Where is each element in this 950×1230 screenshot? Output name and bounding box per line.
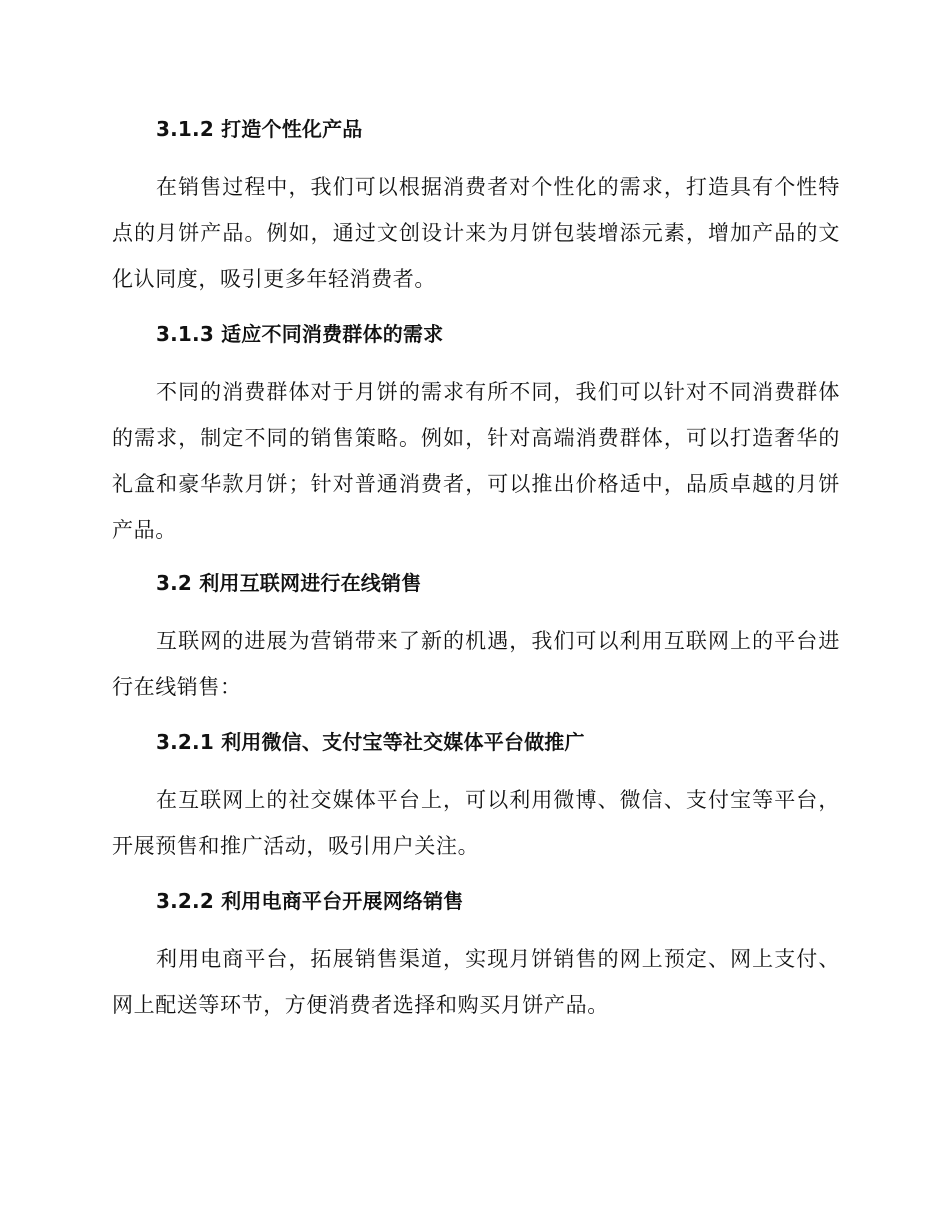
section-heading-3-2-2: 3.2.2 利用电商平台开展网络销售	[156, 889, 464, 913]
section-paragraph-3-1-2: 在销售过程中，我们可以根据消费者对个性化的需求，打造具有个性特点的月饼产品。例如，通过文创设计来为月饼包装增添元素，增加产品的文化认同度，吸引更多年轻消费者。	[112, 175, 840, 291]
section-paragraph-3-2-1: 在互联网上的社交媒体平台上，可以利用微博、微信、支付宝等平台，开展预售和推广活动，吸引用户关注。	[112, 788, 840, 858]
section-heading-3-2-1: 3.2.1 利用微信、支付宝等社交媒体平台做推广	[156, 730, 585, 754]
section-heading-3-1-2: 3.1.2 打造个性化产品	[156, 117, 363, 141]
section-heading-3-1-3: 3.1.3 适应不同消费群体的需求	[156, 322, 444, 346]
section-paragraph-3-2: 互联网的进展为营销带来了新的机遇，我们可以利用互联网上的平台进行在线销售：	[112, 629, 840, 699]
section-paragraph-3-1-3: 不同的消费群体对于月饼的需求有所不同，我们可以针对不同消费群体的需求，制定不同的销售策略。例如，针对高端消费群体，可以打造奢华的礼盒和豪华款月饼；针对普通消费者，可以推出价格适中，品质卓越的月饼产品。	[112, 380, 840, 542]
section-heading-3-2: 3.2 利用互联网进行在线销售	[156, 571, 422, 595]
section-paragraph-3-2-2: 利用电商平台，拓展销售渠道，实现月饼销售的网上预定、网上支付、网上配送等环节，方便消费者选择和购买月饼产品。	[112, 947, 840, 1017]
